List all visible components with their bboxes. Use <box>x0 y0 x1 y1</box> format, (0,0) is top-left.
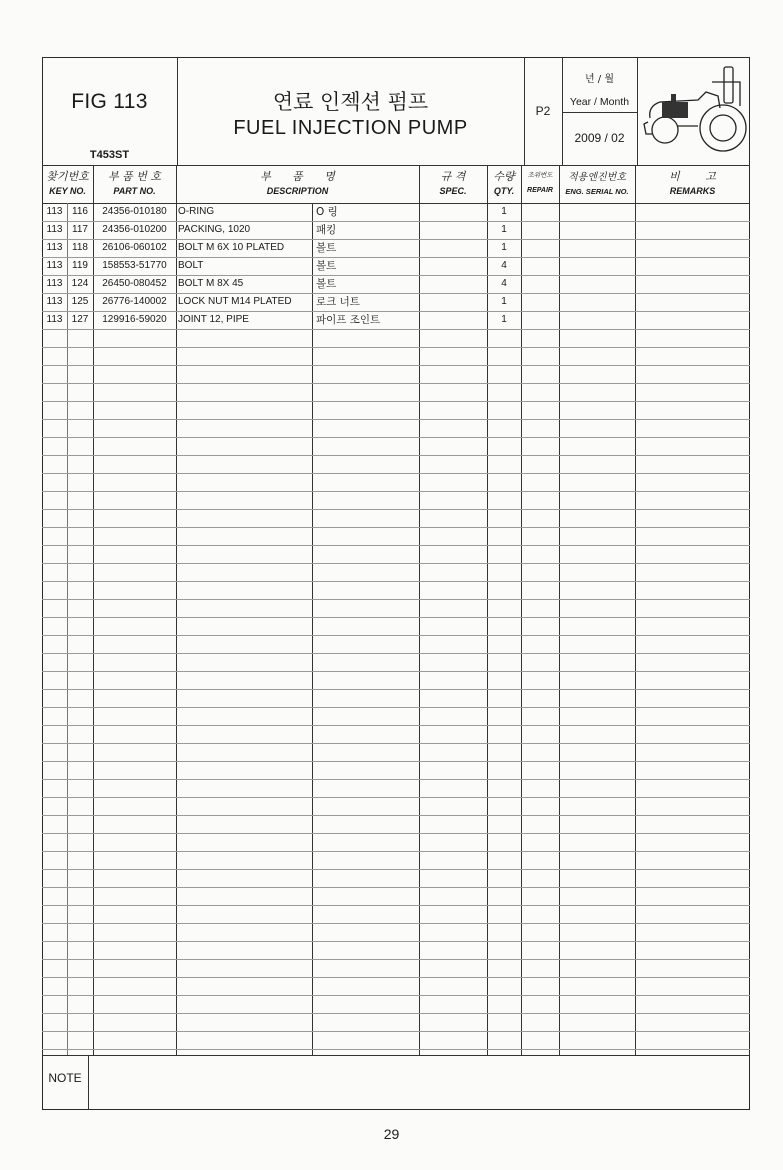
row-rule <box>42 869 750 870</box>
row-rule <box>42 707 750 708</box>
row-description-ko: O 링 <box>316 206 338 218</box>
row-rule <box>42 995 750 996</box>
row-description-ko: 패킹 <box>316 224 337 236</box>
col-serial-en: ENG. SERIAL NO. <box>565 187 629 196</box>
row-rule <box>42 1013 750 1014</box>
fig-label: FIG 113 <box>71 90 148 113</box>
row-rule <box>42 851 750 852</box>
row-rule <box>42 599 750 600</box>
row-rule <box>42 779 750 780</box>
row-quantity: 4 <box>501 278 507 289</box>
row-description-en: BOLT M 6X 10 PLATED <box>178 242 285 253</box>
row-fig-number: 113 <box>46 260 63 271</box>
row-rule <box>42 653 750 654</box>
row-rule <box>42 617 750 618</box>
row-rule <box>42 959 750 960</box>
col-desc-ko: 부 품 명 <box>260 170 335 183</box>
row-rule <box>42 527 750 528</box>
row-rule <box>42 545 750 546</box>
row-quantity: 1 <box>501 314 507 325</box>
col-part-ko: 부 품 번 호 <box>108 170 161 183</box>
col-spec-en: SPEC. <box>439 186 467 196</box>
row-rule <box>42 329 750 330</box>
row-part-number: 26450-080452 <box>102 278 167 289</box>
row-rule <box>42 365 750 366</box>
row-key-number: 118 <box>72 242 88 253</box>
row-fig-number: 113 <box>46 242 63 253</box>
row-description-ko: 볼트 <box>316 278 337 290</box>
row-rule <box>42 347 750 348</box>
row-rule <box>42 1049 750 1050</box>
row-fig-number: 113 <box>46 224 63 235</box>
row-rule <box>42 1031 750 1032</box>
col-serial-ko: 적용엔진번호 <box>568 172 626 183</box>
tractor-icon <box>640 62 748 162</box>
page-number: 29 <box>383 1126 400 1142</box>
col-remarks-en: REMARKS <box>669 186 716 196</box>
row-rule <box>42 563 750 564</box>
note-label: NOTE <box>48 1071 82 1085</box>
row-description-en: BOLT <box>178 260 204 271</box>
row-rule <box>42 437 750 438</box>
row-key-number: 124 <box>71 278 89 289</box>
row-rule <box>42 455 750 456</box>
row-quantity: 1 <box>501 224 507 235</box>
row-rule <box>42 581 750 582</box>
row-description-ko: 로크 너트 <box>316 296 360 308</box>
note-top-rule <box>42 1055 750 1056</box>
row-rule <box>42 671 750 672</box>
header-bottom-rule <box>42 165 750 166</box>
row-quantity: 1 <box>501 206 507 217</box>
row-rule <box>42 761 750 762</box>
title-korean: 연료 인젝션 펌프 <box>272 90 429 114</box>
row-description-ko: 파이프 조인트 <box>316 314 381 326</box>
row-fig-number: 113 <box>46 278 63 289</box>
row-rule <box>42 491 750 492</box>
col-key-en: KEY NO. <box>49 186 86 196</box>
row-part-number: 129916-59020 <box>102 314 167 325</box>
row-part-number: 26106-060102 <box>102 242 167 253</box>
col-key-ko: 찾기번호 <box>46 170 89 183</box>
row-quantity: 4 <box>501 260 507 271</box>
row-description-en: LOCK NUT M14 PLATED <box>178 296 292 307</box>
row-quantity: 1 <box>501 296 507 307</box>
year-month-en: Year / Month <box>569 96 630 108</box>
col-desc-en: DESCRIPTION <box>266 186 329 196</box>
row-rule <box>42 905 750 906</box>
row-rule <box>42 473 750 474</box>
col-repair-en: REPAIR <box>527 187 553 194</box>
row-key-number: 125 <box>71 296 89 307</box>
row-description-ko: 볼트 <box>316 260 337 272</box>
col-qty-en: QTY. <box>493 186 515 196</box>
row-rule <box>42 383 750 384</box>
col-qty-ko: 수량 <box>493 170 515 183</box>
model-name: T453ST <box>89 149 130 161</box>
row-part-number: 24356-010200 <box>102 224 167 235</box>
page-code: P2 <box>535 104 551 118</box>
row-rule <box>42 725 750 726</box>
row-fig-number: 113 <box>46 296 63 307</box>
row-key-number: 116 <box>72 206 88 217</box>
row-description-en: JOINT 12, PIPE <box>178 314 249 325</box>
row-description-en: O-RING <box>178 206 215 217</box>
row-description-en: PACKING, 1020 <box>178 224 251 235</box>
row-part-number: 158553-51770 <box>102 260 167 271</box>
col-remarks-ko: 비 고 <box>669 170 716 183</box>
year-month-ko: 년 / 월 <box>584 74 615 85</box>
title-english: FUEL INJECTION PUMP <box>233 117 468 139</box>
row-rule <box>42 689 750 690</box>
row-rule <box>42 887 750 888</box>
row-key-number: 117 <box>72 224 88 235</box>
row-rule <box>42 419 750 420</box>
row-description-ko: 볼트 <box>316 242 337 254</box>
row-part-number: 24356-010180 <box>102 206 167 217</box>
row-fig-number: 113 <box>46 206 63 217</box>
row-quantity: 1 <box>501 242 507 253</box>
row-rule <box>42 923 750 924</box>
row-rule <box>42 401 750 402</box>
row-key-number: 127 <box>71 314 89 325</box>
row-rule <box>42 833 750 834</box>
date-value: 2009 / 02 <box>574 131 625 145</box>
row-rule <box>42 941 750 942</box>
row-part-number: 26776-140002 <box>102 296 167 307</box>
col-spec-ko: 규 격 <box>440 170 466 183</box>
col-part-en: PART NO. <box>113 186 156 196</box>
row-rule <box>42 635 750 636</box>
row-rule <box>42 743 750 744</box>
row-fig-number: 113 <box>46 314 63 325</box>
col-repair-ko: 조위번도 <box>527 171 553 179</box>
row-rule <box>42 509 750 510</box>
row-rule <box>42 815 750 816</box>
row-description-en: BOLT M 8X 45 <box>178 278 244 289</box>
row-rule <box>42 797 750 798</box>
row-rule <box>42 977 750 978</box>
row-key-number: 119 <box>72 260 88 271</box>
